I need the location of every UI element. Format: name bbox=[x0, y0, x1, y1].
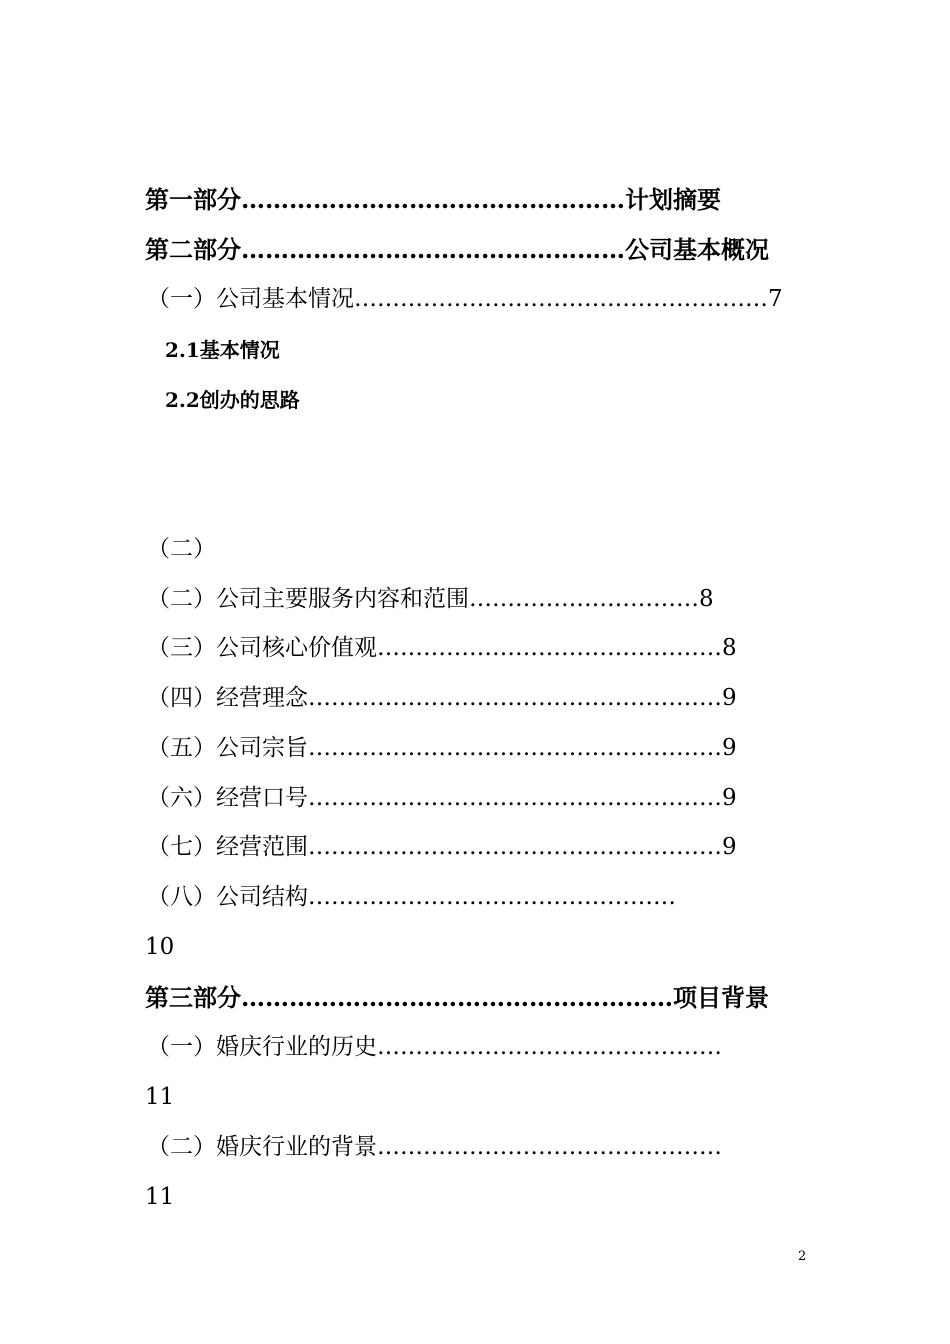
toc-entry-company-basic: （一）公司基本情况………………………………………………7 bbox=[147, 286, 783, 312]
toc-page-number-history: 11 bbox=[145, 1084, 175, 1110]
toc-entry-blank-two: （二） bbox=[147, 536, 216, 562]
page-number: 2 bbox=[798, 1249, 807, 1264]
toc-entry-slogan: （六）经营口号………………………………………………9 bbox=[147, 785, 737, 811]
toc-sub-founding-idea: 2.2创办的思路 bbox=[165, 388, 300, 412]
toc-part-3: 第三部分………………………………………………项目背景 bbox=[145, 983, 769, 1012]
toc-entry-industry-history: （一）婚庆行业的历史……………………………………… bbox=[147, 1034, 722, 1060]
toc-page-number-structure: 10 bbox=[145, 934, 175, 960]
toc-entry-company-structure: （八）公司结构………………………………………… bbox=[147, 884, 676, 910]
toc-entry-business-scope: （七）经营范围………………………………………………9 bbox=[147, 834, 737, 860]
toc-part-2: 第二部分…………………………………………公司基本概况 bbox=[145, 235, 769, 264]
toc-entry-business-philosophy: （四）经营理念………………………………………………9 bbox=[147, 685, 737, 711]
toc-sub-basic-situation: 2.1基本情况 bbox=[165, 338, 280, 362]
toc-part-1: 第一部分…………………………………………计划摘要 bbox=[145, 185, 721, 214]
toc-entry-industry-background: （二）婚庆行业的背景……………………………………… bbox=[147, 1134, 722, 1160]
toc-entry-core-values: （三）公司核心价值观………………………………………8 bbox=[147, 635, 737, 661]
toc-page-number-background: 11 bbox=[145, 1184, 175, 1210]
toc-entry-services: （二）公司主要服务内容和范围…………………………8 bbox=[147, 586, 714, 612]
toc-entry-company-purpose: （五）公司宗旨………………………………………………9 bbox=[147, 735, 737, 761]
